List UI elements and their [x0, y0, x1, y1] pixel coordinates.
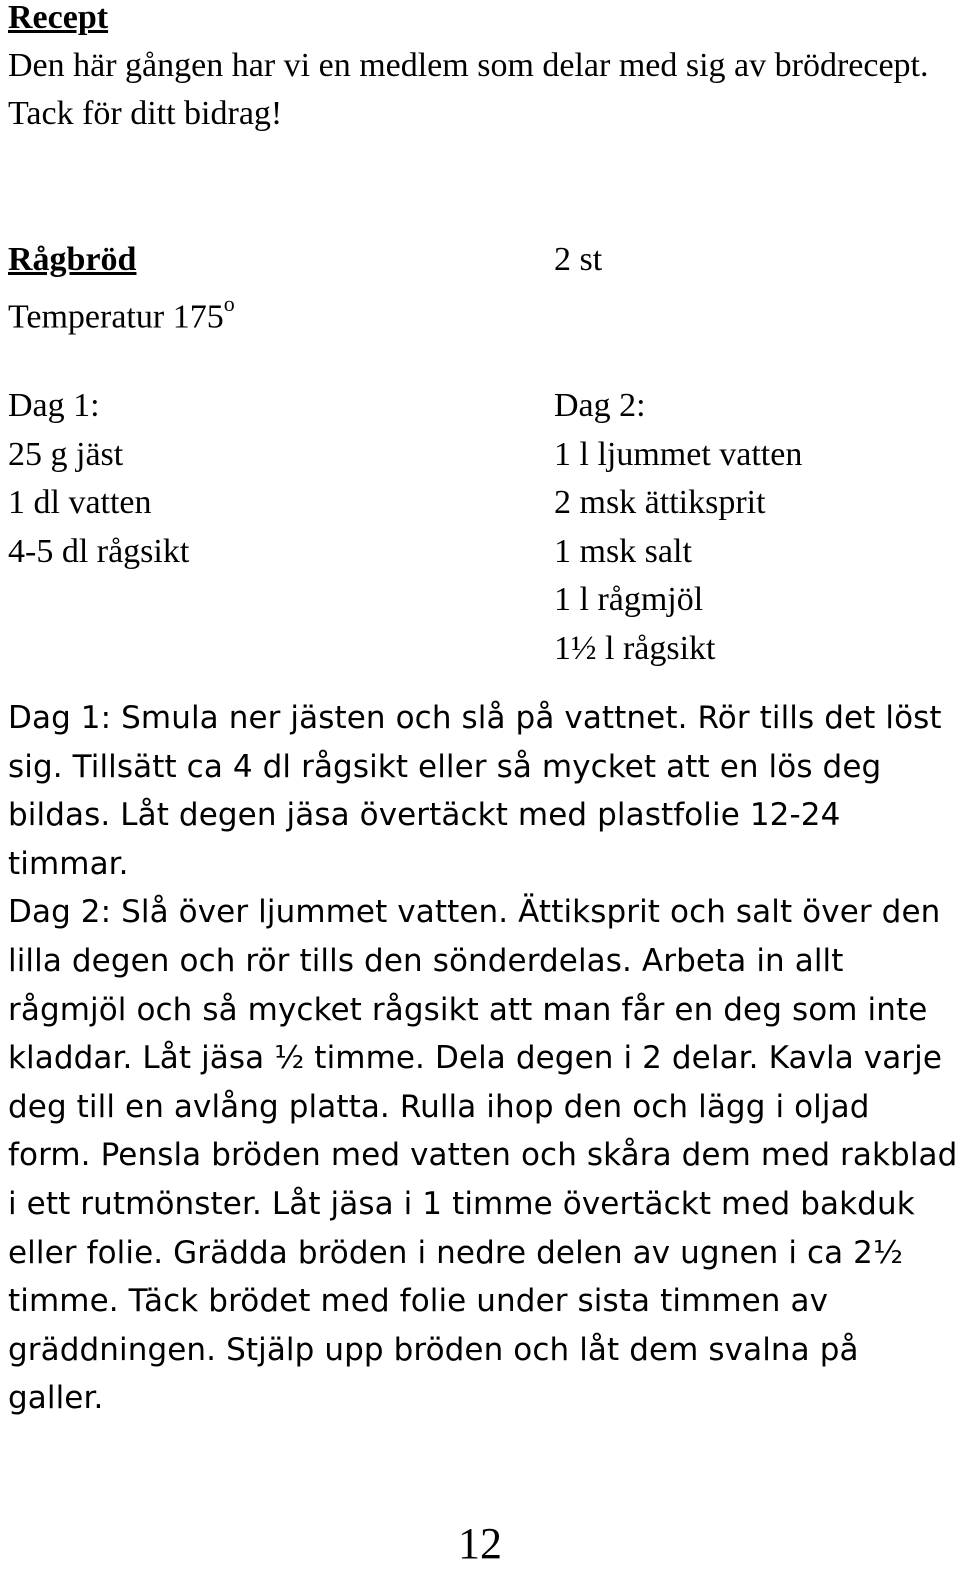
ingredient: 2 msk ättiksprit — [554, 484, 766, 521]
day2-ingredients — [554, 382, 802, 673]
ingredient: 1 dl vatten — [8, 484, 152, 521]
intro-text: Den här gången har vi en medlem som delar med sig av brödrecept. Tack för ditt bidrag! — [8, 47, 929, 132]
day1-ingredients — [8, 382, 189, 576]
day1-label: Dag 1: — [8, 387, 100, 424]
ingredient: 25 g jäst — [8, 435, 124, 473]
instructions-day2: Dag 2: Slå över ljummet vatten. Ättiksprit och salt över den lilla degen och rör tills den sönderdelas. Arbeta in allt rågmjöl och så mycket rågsikt att man får en deg som inte kladdar. Låt jäsa ½ timme. Dela degen i 2 delar. Kavla varje deg till en avlång platta. Rulla ihop den och lägg i oljad form. Pensla bröden med vatten och skåra dem med rakblad i ett rutmönster. Låt jäsa i 1 timme övertäckt med bakduk eller folie. Grädda bröden i nedre delen av ugnen i ca 2½ timme. Täck brödet med folie under sista timmen av gräddningen. Stjälp upp bröden och låt dem svalna på galler. — [8, 894, 958, 1417]
section-heading: Recept — [8, 0, 109, 36]
instructions-day1: Dag 1: Smula ner jästen och slå på vattnet. Rör tills det löst sig. Tillsätt ca 4 dl rågsikt eller så mycket att en lös deg bildas. Låt degen jäsa övertäckt med plastfolie 12-24 timmar. — [8, 700, 942, 882]
ingredient: 1½ l rågsikt — [554, 629, 716, 667]
ingredient: 4-5 dl rågsikt — [8, 532, 190, 570]
ingredient: 1 l rågmjöl — [554, 581, 704, 618]
ingredient: 1 msk salt — [554, 532, 692, 570]
recipe-temperature — [8, 284, 235, 341]
temperature-text: Temperatur 175 — [8, 298, 224, 336]
page-number: 12 — [458, 1519, 502, 1568]
instructions — [8, 694, 958, 1423]
ingredient: 1 l ljummet vatten — [554, 435, 803, 473]
degree-sign: o — [223, 291, 235, 316]
day2-label: Dag 2: — [554, 387, 646, 424]
recipe-yield: 2 st — [554, 241, 603, 278]
recipe-title: Rågbröd — [8, 241, 137, 278]
